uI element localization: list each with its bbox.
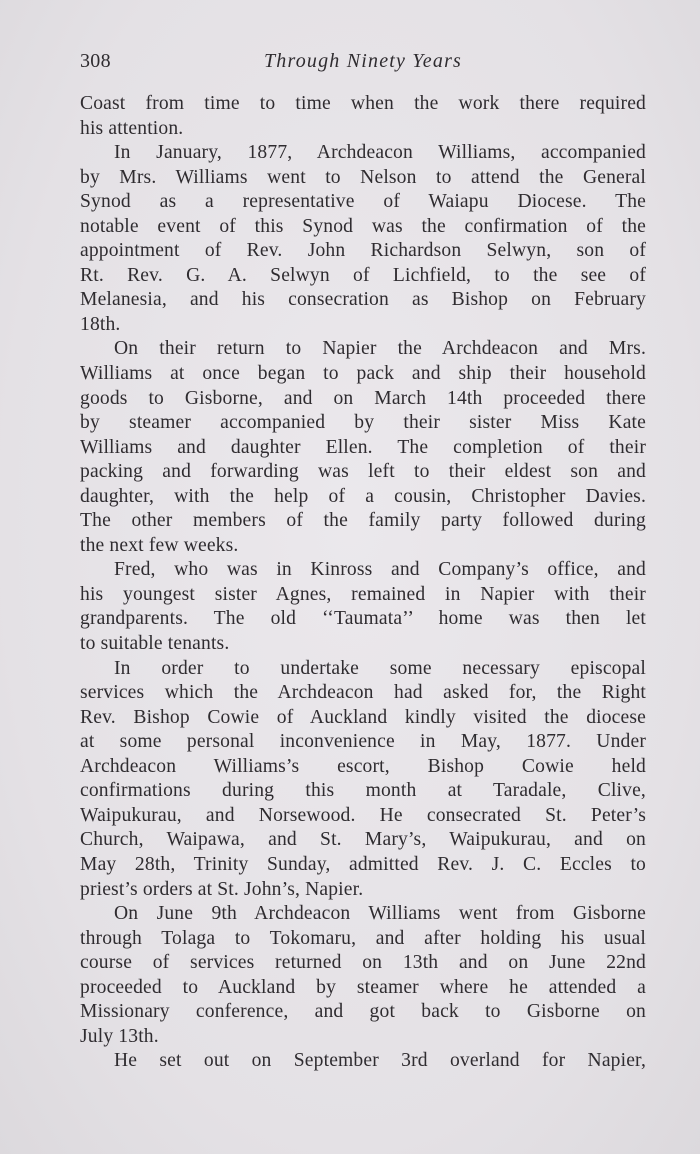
text-line: Williams at once began to pack and ship their household	[80, 363, 646, 385]
text-line: Missionary conference, and got back to Gisborne on	[80, 1001, 646, 1023]
text-line: through Tolaga to Tokomaru, and after holding his usual	[80, 927, 646, 949]
text-line: his youngest sister Agnes, remained in Napier with their	[80, 583, 646, 605]
body-text	[80, 92, 646, 1074]
text-line: In order to undertake some necessary episcopal	[114, 657, 646, 679]
text-line: July 13th.	[80, 1025, 159, 1047]
text-line: goods to Gisborne, and on March 14th proceeded there	[80, 387, 646, 409]
book-page	[80, 48, 646, 1074]
text-line: packing and forwarding was left to their eldest son and	[80, 461, 646, 483]
text-line: course of services returned on 13th and on June 22nd	[80, 952, 646, 974]
text-line: May 28th, Trinity Sunday, admitted Rev. J. C. Eccles to	[80, 853, 646, 875]
text-line: the next few weeks.	[80, 534, 239, 556]
text-line: services which the Archdeacon had asked for, the Right	[80, 682, 646, 704]
text-line: grandparents. The old ‘‘Taumata’’ home was then let	[80, 608, 646, 630]
text-line: In January, 1877, Archdeacon Williams, accompanied	[114, 142, 646, 164]
text-line: appointment of Rev. John Richardson Selwyn, son of	[80, 240, 646, 262]
text-line: proceeded to Auckland by steamer where he attended a	[80, 976, 646, 998]
text-line: daughter, with the help of a cousin, Christopher Davies.	[80, 485, 646, 507]
text-line: Williams and daughter Ellen. The completion of their	[80, 436, 646, 458]
text-line: On their return to Napier the Archdeacon and Mrs.	[114, 338, 646, 360]
text-line: by Mrs. Williams went to Nelson to attend the General	[80, 166, 646, 188]
text-line: Rev. Bishop Cowie of Auckland kindly visited the diocese	[80, 706, 646, 728]
text-line: The other members of the family party followed during	[80, 510, 646, 532]
text-line: Waipukurau, and Norsewood. He consecrated St. Peter’s	[80, 804, 646, 826]
text-line: Rt. Rev. G. A. Selwyn of Lichfield, to the see of	[80, 264, 646, 286]
running-title: Through Ninety Years	[263, 50, 463, 72]
text-line: He set out on September 3rd overland for Napier,	[114, 1050, 646, 1072]
text-line: confirmations during this month at Taradale, Clive,	[80, 780, 646, 802]
text-line: On June 9th Archdeacon Williams went from Gisborne	[114, 903, 646, 925]
text-line: Melanesia, and his consecration as Bishop on February	[80, 289, 646, 311]
text-line: at some personal inconvenience in May, 1877. Under	[80, 731, 646, 753]
text-line: Synod as a representative of Waiapu Diocese. The	[80, 191, 646, 213]
text-line: Coast from time to time when the work there required	[80, 93, 646, 114]
text-line: Fred, who was in Kinross and Company’s office, and	[114, 559, 646, 581]
text-line: to suitable tenants.	[80, 633, 230, 655]
text-line: priest’s orders at St. John’s, Napier.	[80, 878, 364, 900]
page-number: 308	[80, 50, 111, 72]
text-line: Archdeacon Williams’s escort, Bishop Cowie held	[80, 755, 646, 777]
text-line: notable event of this Synod was the confirmation of the	[80, 215, 646, 237]
text-line: his attention.	[80, 117, 184, 139]
text-line: Church, Waipawa, and St. Mary’s, Waipukurau, and on	[80, 829, 646, 851]
text-line: 18th.	[80, 313, 121, 335]
text-line: by steamer accompanied by their sister Miss Kate	[80, 412, 646, 434]
running-head	[80, 48, 646, 78]
